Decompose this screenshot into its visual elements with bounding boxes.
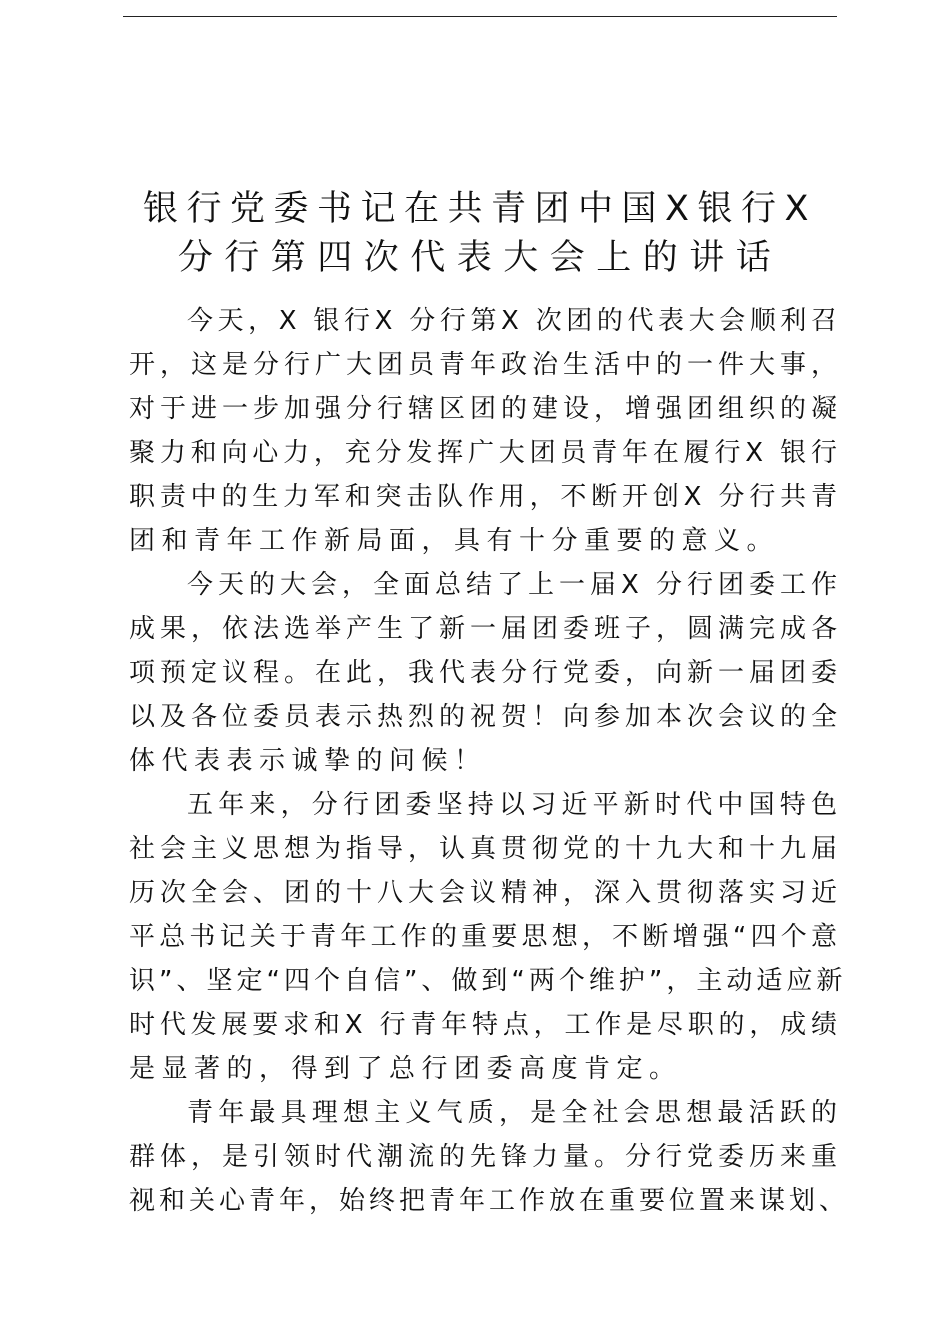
text-line: 体代表表示诚挚的问候！ xyxy=(129,746,487,776)
text-line: 以及各位委员表示热烈的祝贺！向参加本次会议的全 xyxy=(129,702,841,732)
text-line: 职责中的生力军和突击队作用，不断开创X 分行共青 xyxy=(129,482,841,512)
text-line: 识”、坚定“四个自信”、做到“两个维护”，主动适应新 xyxy=(129,966,847,996)
document-body xyxy=(129,299,850,1223)
text-line: 项预定议程。在此，我代表分行党委，向新一届团委 xyxy=(129,658,841,688)
text-line: 平总书记关于青年工作的重要思想，不断增强“四个意 xyxy=(129,922,841,952)
text-line: 成果，依法选举产生了新一届团委班子，圆满完成各 xyxy=(129,614,841,644)
text-line: 今天的大会，全面总结了上一届X 分行团委工作 xyxy=(187,570,841,600)
text-line: 五年来，分行团委坚持以习近平新时代中国特色 xyxy=(187,790,841,820)
paragraph-2 xyxy=(129,563,841,783)
text-line: 历次全会、团的十八大会议精神，深入贯彻落实习近 xyxy=(129,878,841,908)
text-line: 青年最具理想主义气质，是全社会思想最活跃的 xyxy=(187,1098,841,1128)
paragraph-1 xyxy=(129,299,841,563)
text-line: 是显著的，得到了总行团委高度肯定。 xyxy=(129,1054,682,1084)
text-line: 今天，X 银行X 分行第X 次团的代表大会顺利召 xyxy=(187,306,841,336)
header-rule xyxy=(123,16,837,17)
text-line: 群体，是引领时代潮流的先锋力量。分行党委历来重 xyxy=(129,1142,841,1172)
text-line: 时代发展要求和X 行青年特点，工作是尽职的，成绩 xyxy=(129,1010,841,1040)
text-line: 社会主义思想为指导，认真贯彻党的十九大和十九届 xyxy=(129,834,841,864)
text-line: 视和关心青年，始终把青年工作放在重要位置来谋划、 xyxy=(129,1186,850,1216)
document-title xyxy=(110,185,850,283)
text-line: 聚力和向心力，充分发挥广大团员青年在履行X 银行 xyxy=(129,438,841,468)
title-line: 分行第四次代表大会上的讲话 xyxy=(177,238,783,279)
paragraph-4 xyxy=(129,1091,850,1223)
paragraph-3 xyxy=(129,783,847,1091)
text-line: 开，这是分行广大团员青年政治生活中的一件大事， xyxy=(129,350,841,380)
text-line: 团和青年工作新局面，具有十分重要的意义。 xyxy=(129,526,780,556)
title-line: 银行党委书记在共青团中国X银行X xyxy=(143,189,817,230)
text-line: 对于进一步加强分行辖区团的建设，增强团组织的凝 xyxy=(129,394,841,424)
